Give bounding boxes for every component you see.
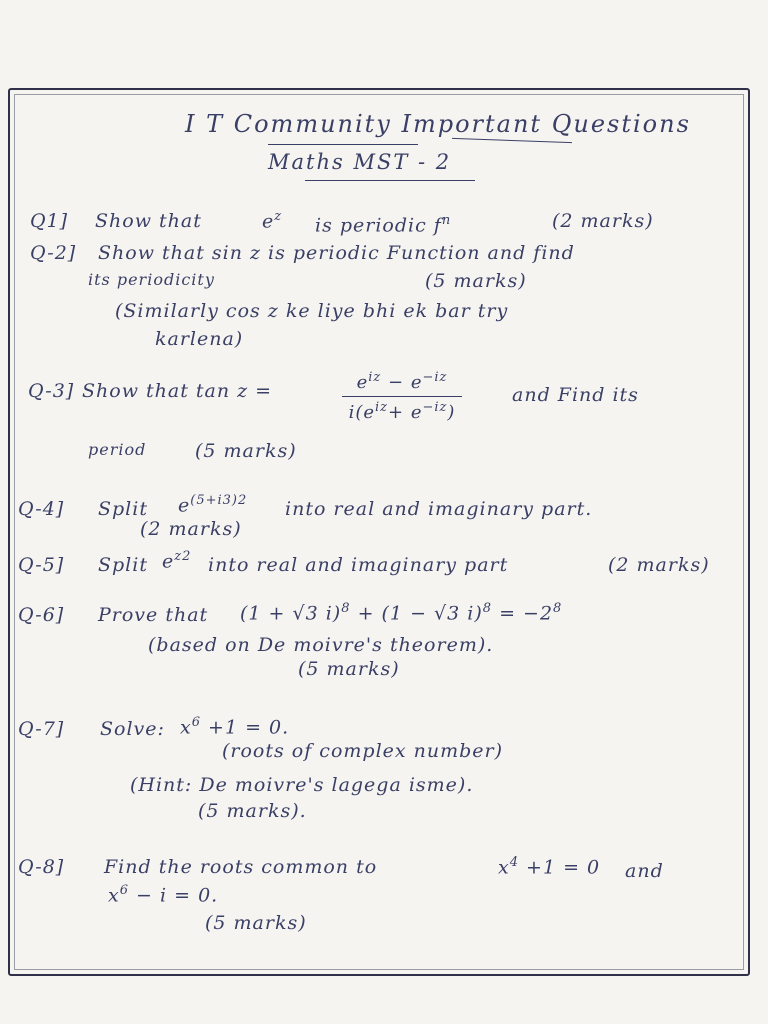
page-title: I T Community Important Questions bbox=[185, 110, 691, 138]
question-equation: $x^6 - i = 0$. bbox=[108, 883, 219, 907]
question-note: (based on De moivre's theorem). bbox=[148, 634, 494, 656]
question-text: Show that tan z = bbox=[82, 380, 273, 402]
question-text: into real and imaginary part. bbox=[285, 498, 593, 520]
question-text: $e^z$ bbox=[262, 209, 283, 233]
question-text: $e^{(5+i3)2}$ bbox=[178, 493, 248, 517]
question-text: into real and imaginary part bbox=[208, 554, 509, 576]
question-equation: $x^6 +1 = 0$. bbox=[180, 715, 290, 739]
question-marks: (5 marks) bbox=[195, 440, 297, 462]
question-marks: (5 marks) bbox=[205, 912, 307, 934]
question-text: its periodicity bbox=[88, 270, 215, 289]
fraction-num-base: e bbox=[356, 372, 369, 393]
question-text: period bbox=[88, 440, 147, 459]
question-text: and bbox=[625, 860, 664, 882]
tan-fraction: $e^{iz} - e^{-iz}$ $i(e^{iz}+ e^{-iz})$ bbox=[342, 370, 462, 423]
question-number: Q-2] bbox=[30, 242, 77, 264]
fraction-bar bbox=[342, 396, 462, 397]
subtitle-underline bbox=[305, 180, 475, 181]
question-text: Split bbox=[98, 498, 148, 520]
question-text: Solve: bbox=[100, 718, 165, 740]
question-text: Split bbox=[98, 554, 148, 576]
question-note: (roots of complex number) bbox=[222, 740, 504, 762]
question-text: $e^{z2}$ bbox=[162, 549, 192, 573]
question-text: Show that bbox=[95, 210, 202, 232]
question-text: Show that sin z is periodic Function and find bbox=[98, 242, 575, 264]
question-number: Q1] bbox=[30, 210, 69, 232]
question-marks: (2 marks) bbox=[140, 518, 242, 540]
question-note: (Similarly cos z ke liye bhi ek bar try bbox=[115, 300, 509, 322]
question-text: Find the roots common to bbox=[104, 856, 378, 878]
question-equation: $x^4 +1 = 0$ bbox=[498, 855, 601, 879]
question-note: (Hint: De moivre's lagega isme). bbox=[130, 774, 474, 796]
question-number: Q-6] bbox=[18, 604, 65, 626]
question-marks: (5 marks) bbox=[425, 270, 527, 292]
question-marks: (5 marks). bbox=[198, 800, 307, 822]
question-marks: (2 marks) bbox=[552, 210, 654, 232]
question-number: Q-7] bbox=[18, 718, 65, 740]
question-note: karlena) bbox=[155, 328, 244, 350]
question-text: is periodic $f^n$ bbox=[315, 213, 452, 237]
question-number: Q-8] bbox=[18, 856, 65, 878]
question-marks: (5 marks) bbox=[298, 658, 400, 680]
question-number: Q-4] bbox=[18, 498, 65, 520]
question-marks: (2 marks) bbox=[608, 554, 710, 576]
page-subtitle: Maths MST - 2 bbox=[268, 150, 452, 174]
question-text: and Find its bbox=[512, 384, 639, 406]
question-equation: (1 + √3 i)$^8$ + (1 − √3 $i)^8 = -2^8$ bbox=[240, 601, 563, 625]
question-text: Prove that bbox=[98, 604, 209, 626]
title-underline bbox=[268, 144, 418, 145]
question-number: Q-5] bbox=[18, 554, 65, 576]
question-number: Q-3] bbox=[28, 380, 75, 402]
